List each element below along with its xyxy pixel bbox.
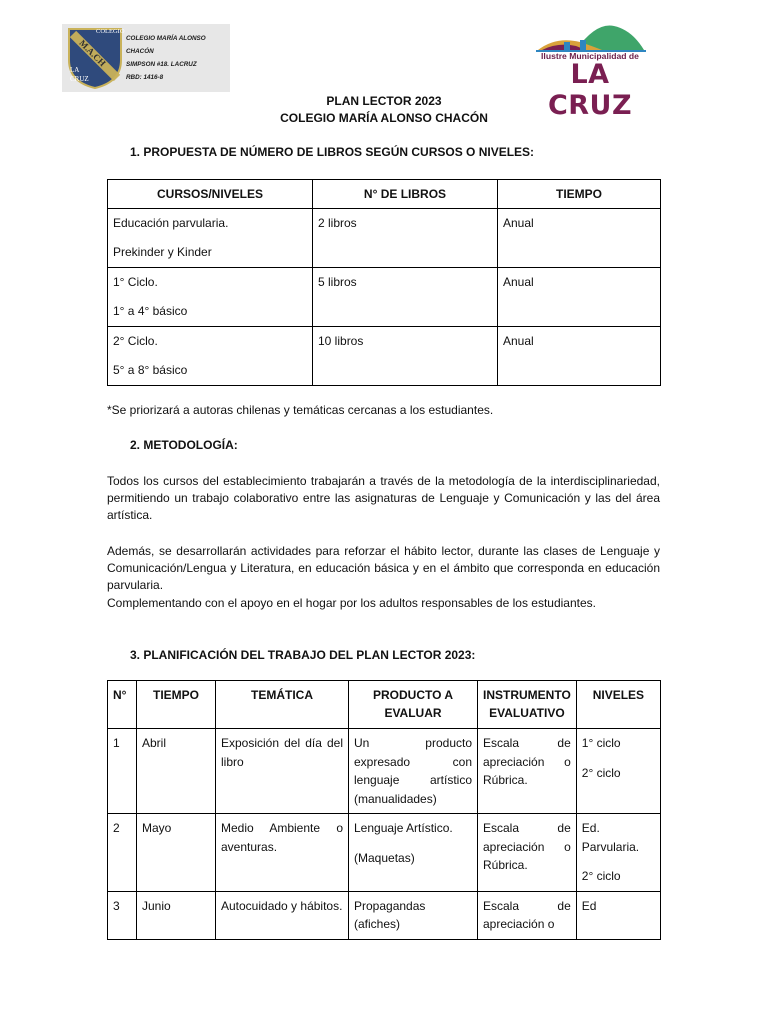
- level-cell: Educación parvularia. Prekinder y Kinder: [108, 209, 313, 268]
- municipality-subtitle: Ilustre Municipalidad de: [541, 51, 639, 61]
- table-row: [108, 268, 661, 327]
- col-header: TEMÁTICA: [216, 681, 349, 729]
- priority-note: *Se priorizará a autoras chilenas y temáticas cercanas a los estudiantes.: [107, 403, 494, 417]
- product-cell: Un producto expresado con lenguaje artístico (manualidades): [349, 729, 478, 814]
- level-cell: 1° Ciclo. 1° a 4° básico: [108, 268, 313, 327]
- levels-cell: Ed. Parvularia. 2° ciclo: [576, 814, 660, 892]
- instrument-cell: Escala de apreciación o Rúbrica.: [478, 814, 577, 892]
- row-number: 3: [108, 891, 137, 939]
- school-address: SIMPSON #18. LACRUZ: [126, 61, 197, 68]
- col-header: N°: [108, 681, 137, 729]
- methodology-paragraph-2: Además, se desarrollarán actividades para reforzar el hábito lector, durante las clases de Lenguaje y Comunicación/Lengua y Literatura, en educación básica y en el ámbito que corresponda en educación parvularia.: [107, 544, 660, 592]
- table-row: [108, 327, 661, 386]
- instrument-cell: Escala de apreciación o: [478, 891, 577, 939]
- col-header: N° DE LIBROS: [313, 180, 498, 209]
- methodology-paragraph-3: Complementando con el apoyo en el hogar por los adultos responsables de los estudiantes.: [107, 596, 596, 610]
- theme-cell: Medio Ambiente o aventuras.: [216, 814, 349, 892]
- time-cell: Anual: [498, 209, 661, 268]
- col-header: TIEMPO: [137, 681, 216, 729]
- school-name: COLEGIO MARÍA ALONSO CHACÓN: [126, 35, 206, 55]
- time-cell: Abril: [137, 729, 216, 814]
- col-header: CURSOS/NIVELES: [108, 180, 313, 209]
- product-cell: Lenguaje Artístico. (Maquetas): [349, 814, 478, 892]
- theme-cell: Autocuidado y hábitos.: [216, 891, 349, 939]
- books-cell: 5 libros: [313, 268, 498, 327]
- table-header-row: [108, 681, 661, 729]
- section2-heading: 2. METODOLOGÍA:: [130, 438, 238, 452]
- table-row: [108, 814, 661, 892]
- level-cell: 2° Ciclo. 5° a 8° básico: [108, 327, 313, 386]
- municipality-name: LA CRUZ: [547, 59, 633, 121]
- shield-top-text: COLEGIO: [96, 28, 125, 35]
- books-cell: 2 libros: [313, 209, 498, 268]
- row-number: 1: [108, 729, 137, 814]
- shield-mid-text: M.A.CH: [77, 37, 108, 69]
- theme-cell: Exposición del día del libro: [216, 729, 349, 814]
- table-row: [108, 209, 661, 268]
- school-rbd: RBD: 1416-8: [126, 74, 164, 81]
- planning-table: [107, 680, 661, 940]
- time-cell: Anual: [498, 327, 661, 386]
- document-title: PLAN LECTOR 2023: [326, 94, 442, 108]
- levels-cell: Ed: [576, 891, 660, 939]
- municipality-logo: [532, 20, 648, 121]
- product-cell: Propagandas (afiches): [349, 891, 478, 939]
- table-header-row: [108, 180, 661, 209]
- time-cell: Junio: [137, 891, 216, 939]
- table-row: [108, 891, 661, 939]
- section3-heading: 3. PLANIFICACIÓN DEL TRABAJO DEL PLAN LECTOR 2023:: [130, 648, 476, 662]
- instrument-cell: Escala de apreciación o Rúbrica.: [478, 729, 577, 814]
- methodology-paragraph-1: Todos los cursos del establecimiento trabajarán a través de la metodología de la interdisciplinariedad, permitiendo un trabajo colaborativo entre las asignaturas de Lenguaje y Comunicación y las del área artística.: [107, 474, 660, 522]
- school-logo: [62, 24, 230, 92]
- table-row: [108, 729, 661, 814]
- school-info: [126, 32, 230, 84]
- col-header: INSTRUMENTO EVALUATIVO: [478, 681, 577, 729]
- document-subtitle: COLEGIO MARÍA ALONSO CHACÓN: [280, 111, 488, 125]
- time-cell: Anual: [498, 268, 661, 327]
- col-header: TIEMPO: [498, 180, 661, 209]
- row-number: 2: [108, 814, 137, 892]
- time-cell: Mayo: [137, 814, 216, 892]
- col-header: NIVELES: [576, 681, 660, 729]
- col-header: PRODUCTO A EVALUAR: [349, 681, 478, 729]
- shield-bottom-text: LA CRUZ: [70, 66, 89, 83]
- section1-heading: 1. PROPUESTA DE NÚMERO DE LIBROS SEGÚN CURSOS O NIVELES:: [130, 145, 535, 159]
- books-table: [107, 179, 661, 386]
- books-cell: 10 libros: [313, 327, 498, 386]
- levels-cell: 1° ciclo 2° ciclo: [576, 729, 660, 814]
